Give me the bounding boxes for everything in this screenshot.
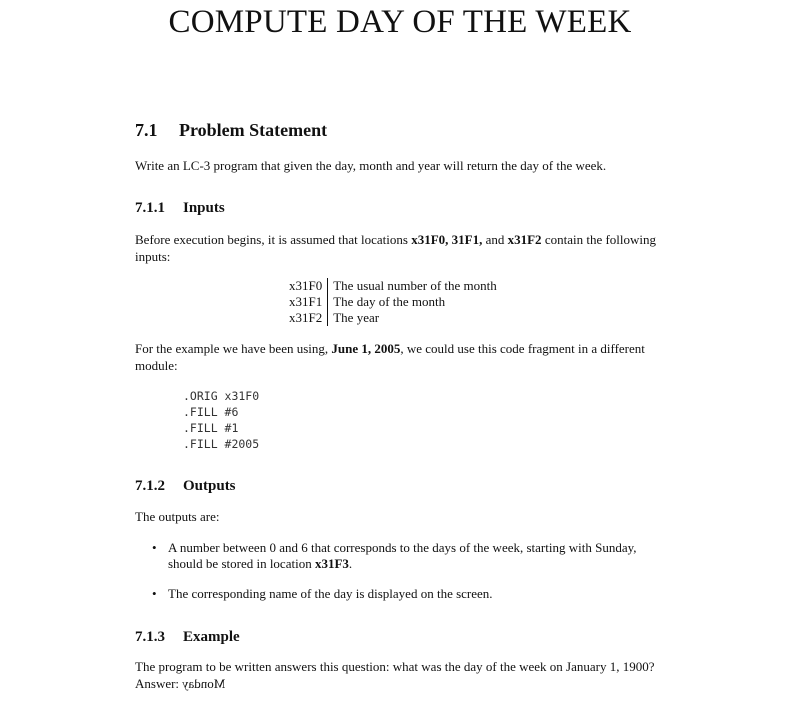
example-description <box>135 340 665 374</box>
example-text-before: For the example we have been using, <box>135 341 332 356</box>
subsection-number: 7.1.2 <box>135 478 165 494</box>
outputs-list <box>152 540 664 572</box>
bullet-icon: • <box>152 586 157 601</box>
bullet-text: The corresponding name of the day is displayed on the screen. <box>168 586 493 601</box>
code-line: .FILL #6 <box>183 405 239 419</box>
inputs-location-x31f2: x31F2 <box>507 232 542 247</box>
code-line: .FILL #2005 <box>183 437 260 451</box>
answer-mirrored: Monday <box>182 676 226 691</box>
question-text: The program to be written answers this question: what was the day of the week on January 1, 1900? <box>135 659 655 674</box>
code-fragment <box>183 388 259 452</box>
bullet-location-bold: x31F3 <box>314 556 349 571</box>
subsection-number: 7.1.1 <box>135 200 165 216</box>
outputs-intro: The outputs are: <box>135 509 220 524</box>
subsection-title: Outputs <box>183 478 236 494</box>
section-number: 7.1 <box>135 120 158 140</box>
input-description: The year <box>333 310 380 325</box>
subsection-title: Inputs <box>183 200 225 216</box>
code-line: .ORIG x31F0 <box>183 389 260 403</box>
outputs-list-2 <box>152 586 664 602</box>
input-address: x31F2 <box>289 310 328 326</box>
list-item <box>152 540 664 572</box>
page-title: COMPUTE DAY OF THE WEEK <box>168 4 632 40</box>
subsection-heading-inputs <box>135 200 225 217</box>
input-description: The usual number of the month <box>333 278 497 293</box>
example-question <box>135 658 665 692</box>
section-title: Problem Statement <box>179 120 328 140</box>
list-item <box>152 586 664 602</box>
inputs-table <box>289 278 502 326</box>
bullet-text: A number between 0 and 6 that corresponds to the days of the week, starting with Sunday, should be stored in location <box>168 540 637 571</box>
bullet-icon: • <box>152 540 157 555</box>
code-line: .FILL #1 <box>183 421 239 435</box>
input-description: The day of the month <box>333 294 446 309</box>
inputs-text-before: Before execution begins, it is assumed that locations <box>135 232 412 247</box>
inputs-locations-bold: x31F0, 31F1, <box>411 232 483 247</box>
inputs-description <box>135 231 665 265</box>
subsection-title: Example <box>183 629 240 645</box>
answer-label: Answer: <box>135 676 183 691</box>
input-address: x31F0 <box>289 278 328 294</box>
table-row <box>289 294 502 310</box>
inputs-text-after: contain the following inputs: <box>135 232 657 264</box>
section-heading-problem-statement <box>135 120 327 141</box>
problem-statement-text: Write an LC-3 program that given the day, month and year will return the day of the week. <box>135 158 607 173</box>
example-date-bold: June 1, 2005 <box>331 341 401 356</box>
input-address: x31F1 <box>289 294 328 310</box>
example-text-after: , we could use this code fragment in a different module: <box>135 341 645 373</box>
subsection-heading-outputs <box>135 478 236 495</box>
table-row <box>289 278 502 294</box>
inputs-text-mid: and <box>482 232 508 247</box>
table-row <box>289 310 502 326</box>
subsection-number: 7.1.3 <box>135 629 165 645</box>
subsection-heading-example <box>135 629 240 646</box>
bullet-end: . <box>348 556 353 571</box>
